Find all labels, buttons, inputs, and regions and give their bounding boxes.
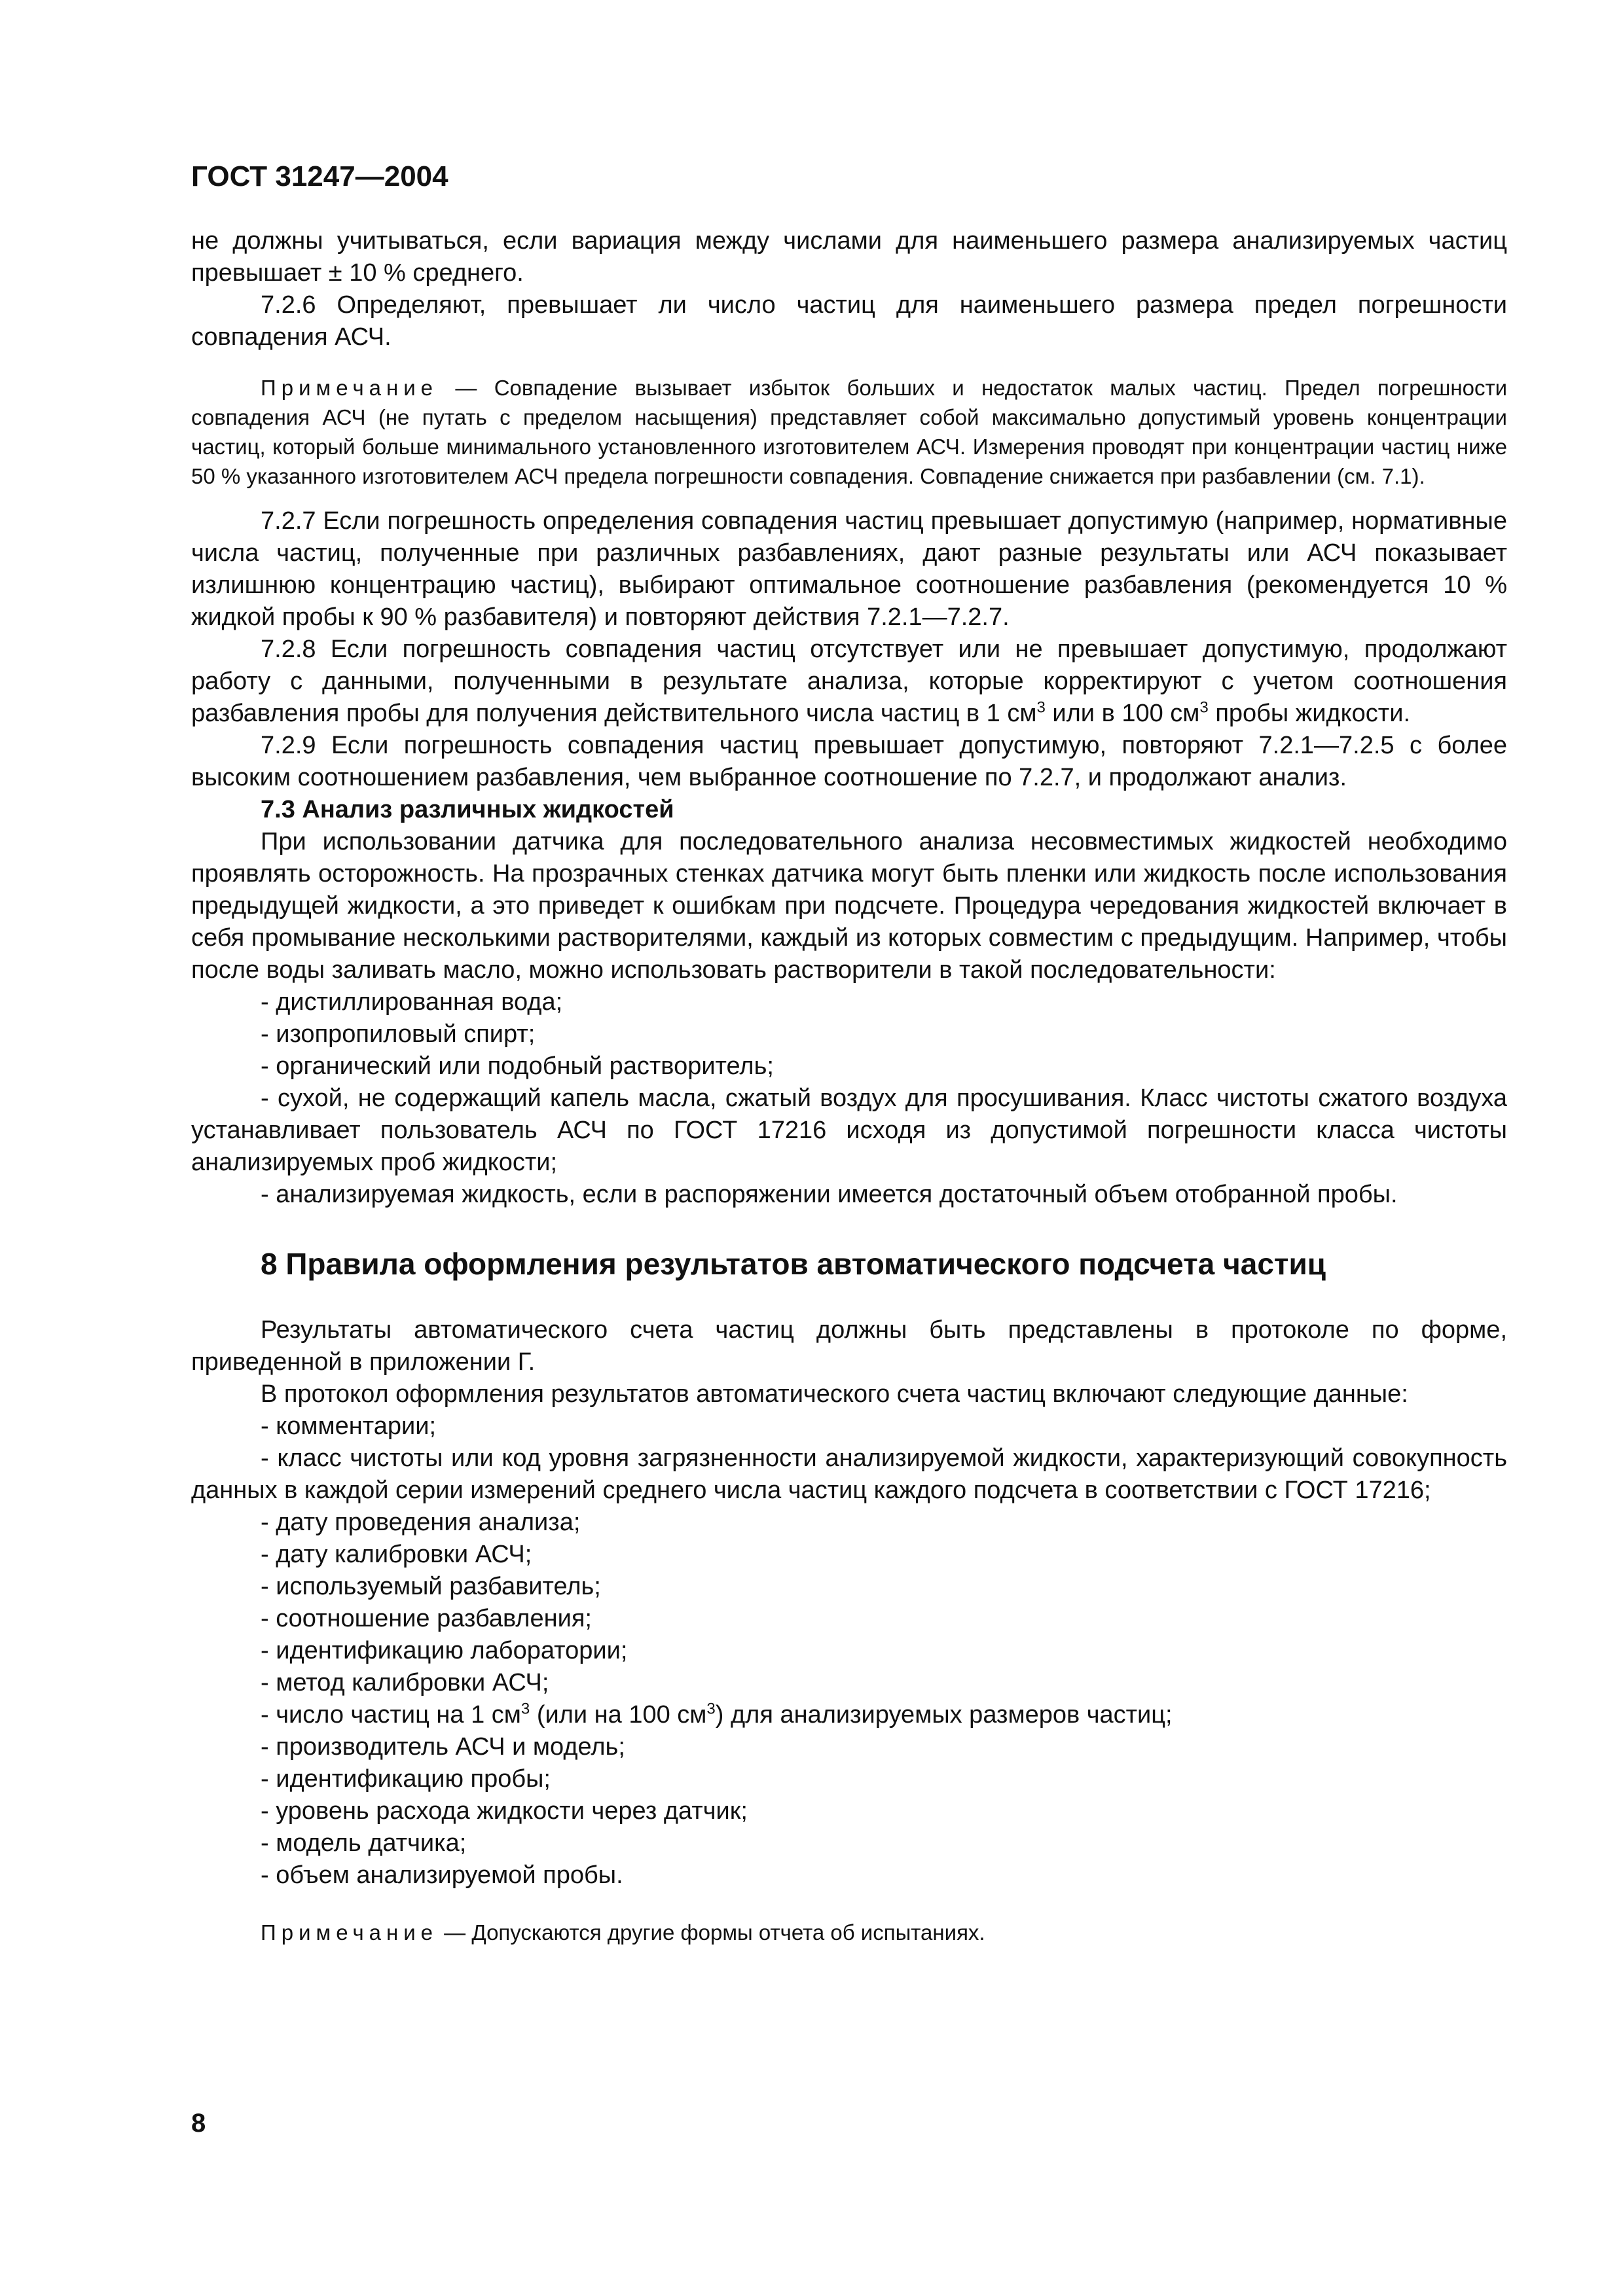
superscript-3: 3 (706, 1700, 716, 1718)
list-item: - анализируемая жидкость, если в распоряжении имеется достаточный объем отобранной пробы. (261, 1181, 1398, 1208)
page-number: 8 (191, 2109, 206, 2138)
list-item-part-c: ) для анализируемых размеров частиц; (715, 1701, 1173, 1729)
superscript-3: 3 (520, 1700, 530, 1718)
superscript-3: 3 (1036, 698, 1046, 717)
list-item: - изопропиловый спирт; (261, 1020, 536, 1048)
list-item: - дистиллированная вода; (261, 988, 563, 1016)
list-item: - класс чистоты или код уровня загрязненности анализируемой жидкости, характеризующий совокупность данных в каждой серии измерений среднего числа частиц каждого подсчета в соответствии с ГОСТ 17216; (191, 1444, 1507, 1504)
list-item: - сухой, не содержащий капель масла, сжатый воздух для просушивания. Класс чистоты сжатого воздуха устанавливает пользователь АСЧ по ГОСТ 17216 исходя из допустимой погрешности класса чистоты анализируемых проб жидкости; (191, 1085, 1507, 1176)
list-item-part-a: - число частиц на 1 см (261, 1701, 521, 1729)
heading-section-8: 8 Правила оформления результатов автоматического подсчета частиц (261, 1247, 1326, 1281)
paragraph-7-2-7: 7.2.7 Если погрешность определения совпадения частиц превышает допустимую (например, нормативные числа частиц, полученные при различных разбавлениях, дают разные результаты или АСЧ показывает излишнюю концентрацию частиц), выбирают оптимальное соотношение разбавления (рекомендуется 10 % жидкой пробы к 90 % разбавителя) и повторяют действия 7.2.1—7.2.7. (191, 507, 1507, 631)
note-1-text: — Совпадение вызывает избыток больших и недостаток малых частиц. Предел погрешности совпадения АСЧ (не путать с пределом насыщения) представляет собой максимально допустимый уровень концентрации частиц, который больше минимального установленного изготовителем АСЧ. Измерения проводят при концентрации частиц ниже 50 % указанного изготовителем АСЧ предела погрешности совпадения. Совпадение снижается при разбавлении (см. 7.1). (191, 376, 1507, 488)
paragraph-7-3: При использовании датчика для последовательного анализа несовместимых жидкостей необходимо проявлять осторожность. На прозрачных стенках датчика могут быть пленки или жидкость после использования предыдущей жидкости, а это приведет к ошибкам при подсчете. Процедура чередования жидкостей включает в себя промывание несколькими растворителями, каждый из которых совместим с предыдущим. Например, чтобы после воды заливать масло, можно использовать растворители в такой последовательности: (191, 828, 1507, 984)
list-8 (191, 1410, 1507, 1892)
note-1-label: Примечание (261, 376, 439, 400)
list-item-part-b: (или на 100 см (530, 1701, 707, 1729)
list-item: - дату проведения анализа; (261, 1509, 581, 1536)
list-item: - комментарии; (261, 1412, 437, 1440)
document-header: ГОСТ 31247—2004 (191, 160, 448, 192)
list-item: - уровень расхода жидкости через датчик; (261, 1797, 748, 1825)
paragraph-7-2-8-part-a: 7.2.8 Если погрешность совпадения частиц отсутствует или не превышает допустимую, продолжают работу с данными, полученными в результате анализа, которые корректируют с учетом соотношения разбавления пробы для получения действительного числа частиц в 1 см (191, 636, 1507, 727)
paragraph-7-2-9: 7.2.9 Если погрешность совпадения частиц превышает допустимую, повторяют 7.2.1—7.2.5 с более высоким соотношением разбавления, чем выбранное соотношение по 7.2.7, и продолжают анализ. (191, 732, 1507, 791)
document-page (191, 157, 1507, 1962)
note-2 (191, 1918, 1507, 1947)
paragraph-8-b: В протокол оформления результатов автоматического счета частиц включают следующие данные: (261, 1380, 1408, 1408)
list-item (191, 1699, 1507, 1731)
list-item: - идентификацию пробы; (261, 1765, 551, 1793)
list-item: - дату калибровки АСЧ; (261, 1541, 532, 1568)
list-item: - модель датчика; (261, 1829, 467, 1857)
list-item: - органический или подобный растворитель; (261, 1052, 774, 1080)
list-item: - соотношение разбавления; (261, 1605, 592, 1632)
paragraph-7-2-8 (191, 634, 1507, 730)
paragraph-continuation: не должны учитываться, если вариация между числами для наименьшего размера анализируемых частиц превышает ± 10 % среднего. (191, 227, 1507, 287)
paragraph-7-2-8-part-c: пробы жидкости. (1208, 700, 1410, 727)
note-2-text: — Допускаются другие формы отчета об испытаниях. (438, 1920, 985, 1945)
superscript-3: 3 (1199, 698, 1209, 717)
list-item: - используемый разбавитель; (261, 1573, 601, 1600)
list-item: - производитель АСЧ и модель; (261, 1733, 625, 1761)
paragraph-8-a: Результаты автоматического счета частиц должны быть представлены в протоколе по форме, приведенной в приложении Г. (191, 1316, 1507, 1376)
note-2-label: Примечание (261, 1920, 439, 1945)
list-item: - метод калибровки АСЧ; (261, 1669, 549, 1696)
list-item: - объем анализируемой пробы. (261, 1861, 623, 1889)
note-1 (191, 373, 1507, 491)
heading-7-3: 7.3 Анализ различных жидкостей (261, 796, 674, 823)
paragraph-7-2-6: 7.2.6 Определяют, превышает ли число частиц для наименьшего размера предел погрешности совпадения АСЧ. (191, 291, 1507, 351)
list-7-3 (191, 986, 1507, 1211)
paragraph-7-2-8-part-b: или в 100 см (1045, 700, 1200, 727)
list-item: - идентификацию лаборатории; (261, 1637, 628, 1664)
